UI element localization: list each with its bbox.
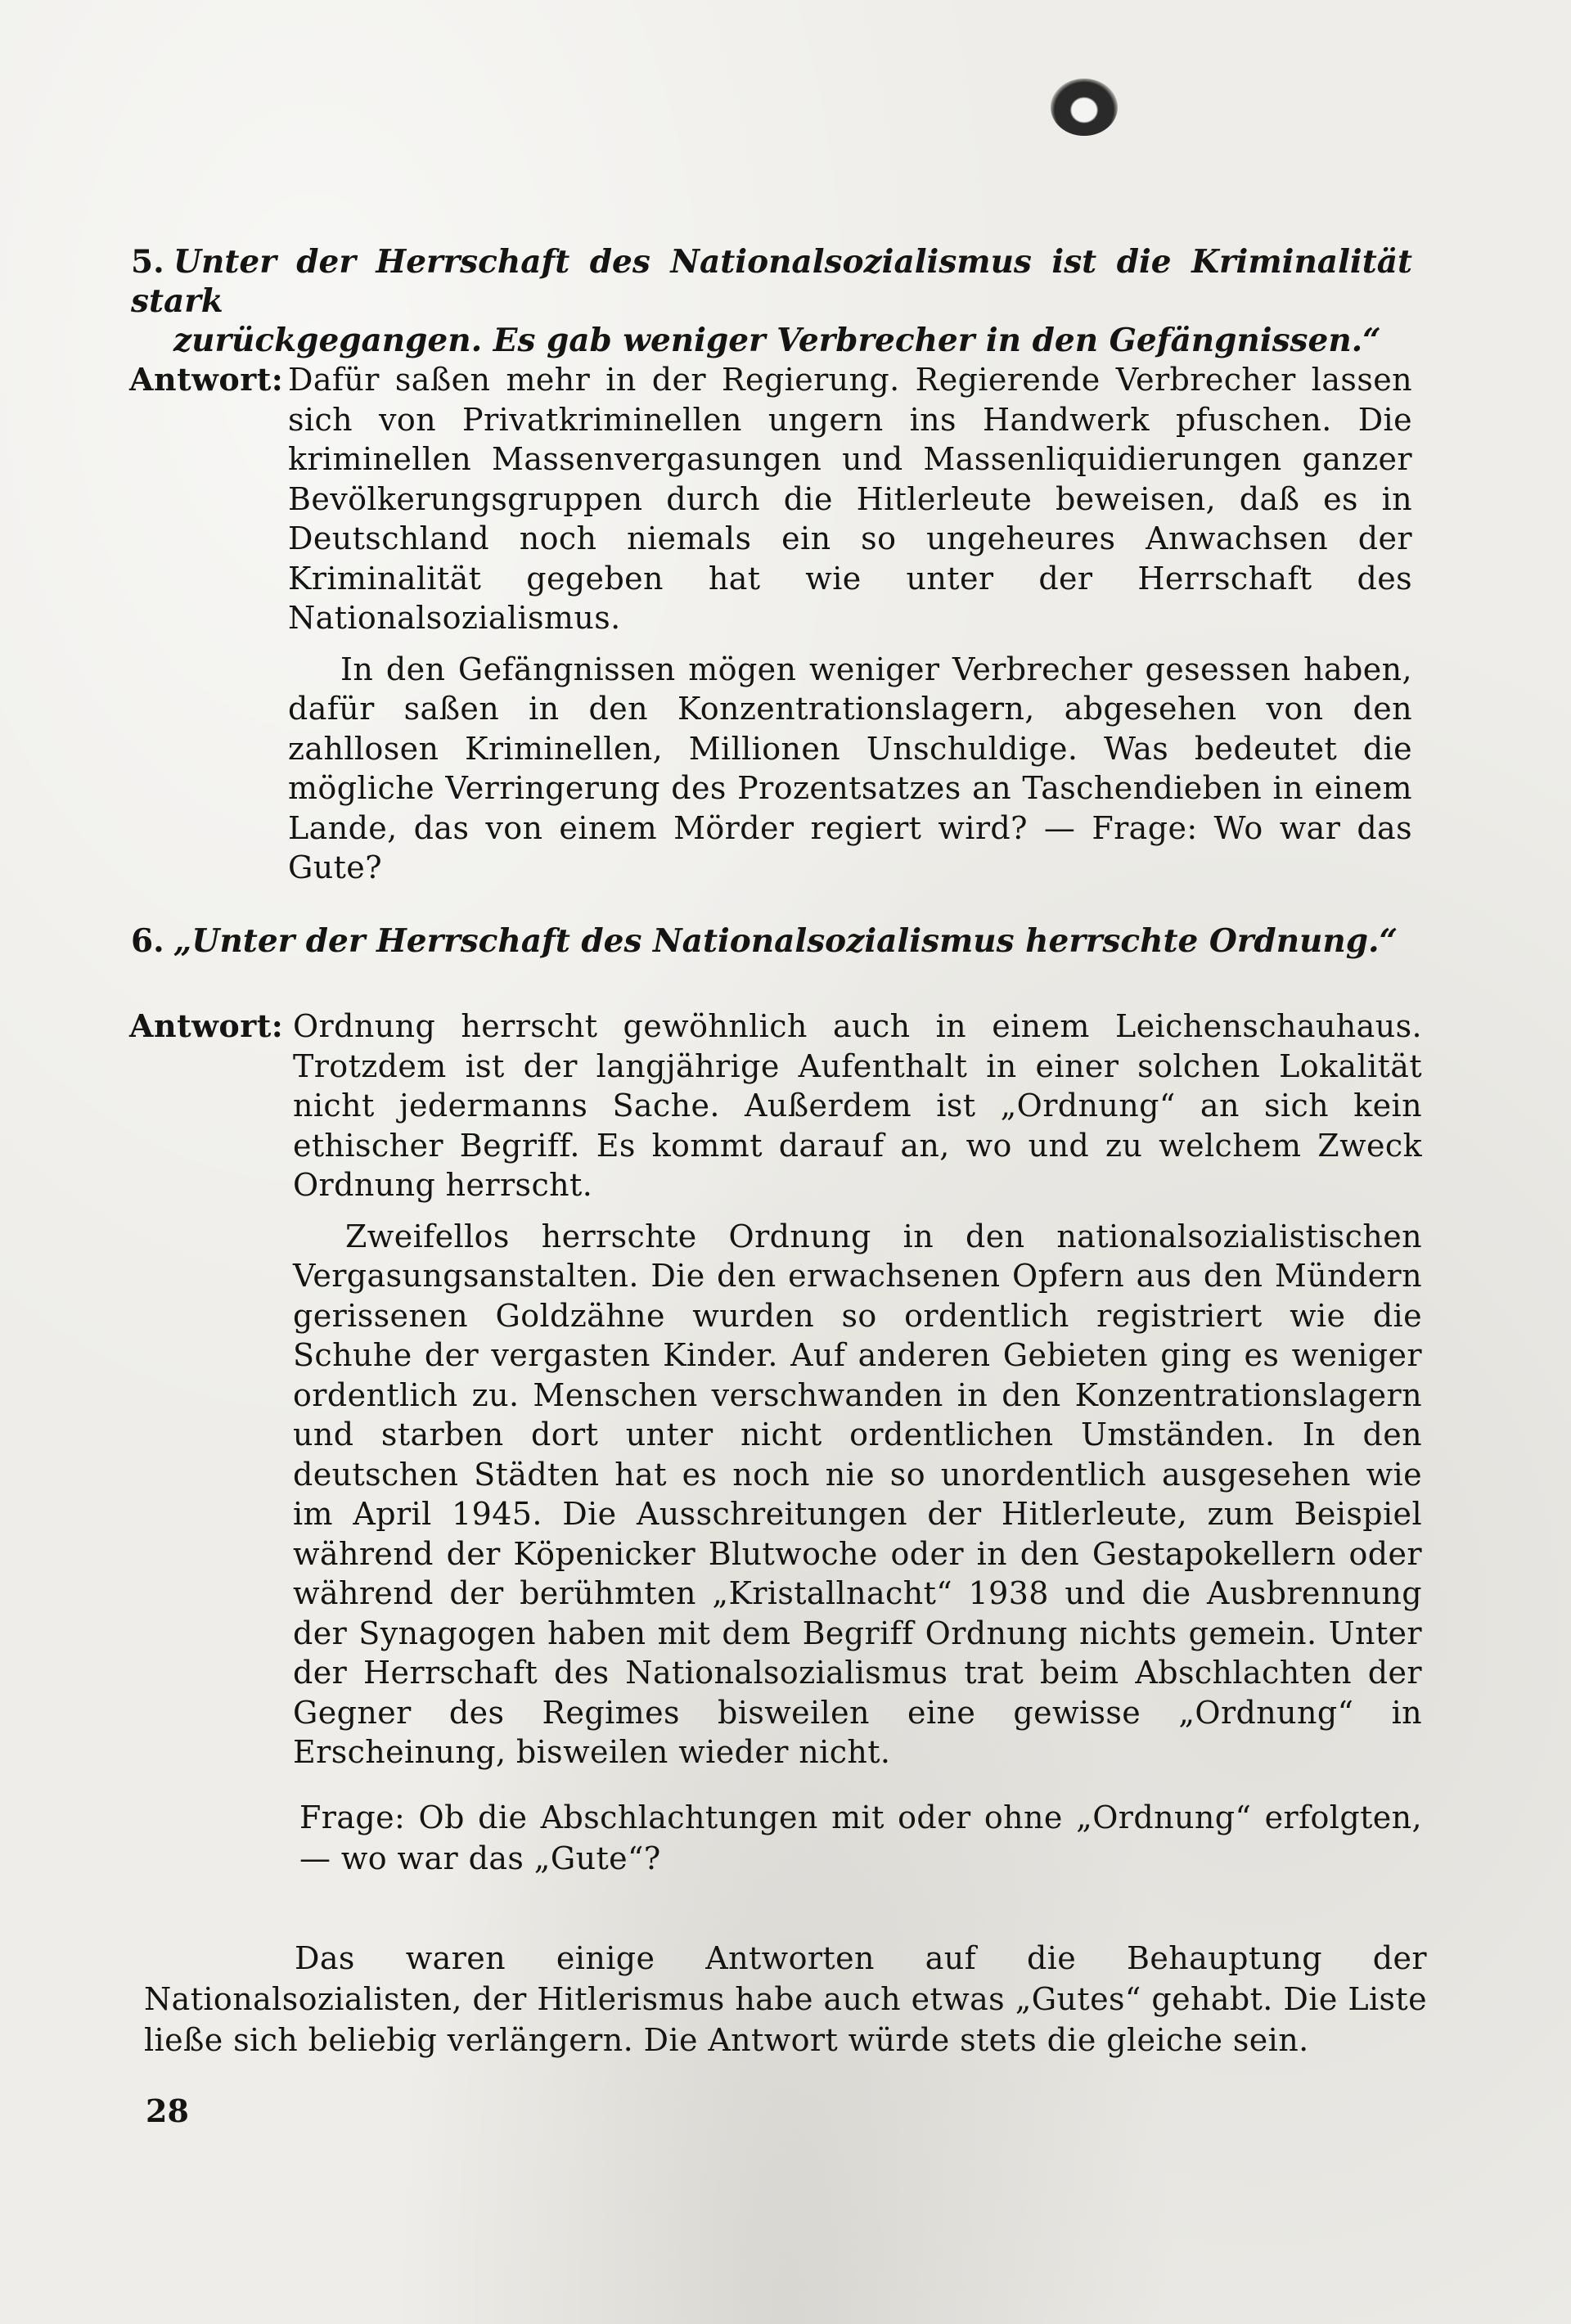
question-6-number: 6. bbox=[131, 922, 164, 960]
question-5 bbox=[131, 242, 1412, 360]
question-5-line2: zurückgegangen. Es gab weniger Verbrecher in den Gefängnissen.“ bbox=[173, 322, 1381, 359]
punch-hole bbox=[1051, 79, 1118, 136]
closing-paragraph: Das waren einige Antworten auf die Behauptung der Nationalsozialisten, der Hitlerismus habe auch etwas „Gutes“ gehabt. Die Liste ließe sich beliebig verlängern. Die Antwort würde stets die gleiche sein. bbox=[144, 1940, 1427, 2058]
question-6 bbox=[131, 921, 1412, 961]
question-5-line1: Unter der Herrschaft des Nationalsozialismus ist die Kriminalität stark bbox=[131, 243, 1412, 320]
answer-6 bbox=[293, 1007, 1422, 1772]
question-6-text: „Unter der Herrschaft des Nationalsozialismus herrschte Ordnung.“ bbox=[173, 922, 1398, 960]
page-number: 28 bbox=[146, 2092, 189, 2129]
question-5-number: 5. bbox=[131, 243, 164, 281]
answer-5 bbox=[288, 360, 1412, 888]
answer-6-frage: Frage: Ob die Abschlachtungen mit oder ohne „Ordnung“ erfolgten, — wo war das „Gute“? bbox=[299, 1799, 1422, 1876]
answer-5-paragraph-1: Dafür saßen mehr in der Regierung. Regierende Verbrecher lassen sich von Privatkriminellen ungern ins Handwerk pfuschen. Die kriminellen Massenvergasungen und Massenliquidierungen ganzer Bevölkerungsgruppen durch die Hitlerleute beweisen, daß es in Deutschland noch niemals ein so ungeheures Anwachsen der Kriminalität gegeben hat wie unter der Herrschaft des Nationalsozialismus. bbox=[288, 362, 1412, 636]
answer-6-paragraph-1: Ordnung herrscht gewöhnlich auch in einem Leichenschauhaus. Trotzdem ist der langjährige Aufenthalt in einer solchen Lokalität nicht jedermanns Sache. Außerdem ist „Ordnung“ an sich kein ethischer Begriff. Es kommt darauf an, wo und zu welchem Zweck Ordnung herrscht. bbox=[293, 1008, 1422, 1203]
answer-5-paragraph-2: In den Gefängnissen mögen weniger Verbrecher gesessen haben, dafür saßen in den Konzentrationslagern, abgesehen von den zahllosen Kriminellen, Millionen Unschuldige. Was bedeutet die mögliche Verringerung des Prozentsatzes an Taschendieben in einem Lande, das von einem Mörder regiert wird? — Frage: Wo war das Gute? bbox=[288, 651, 1412, 885]
answer-6-label: Antwort: bbox=[129, 1007, 284, 1044]
answer-5-label: Antwort: bbox=[129, 361, 284, 398]
answer-6-paragraph-2: Zweifellos herrschte Ordnung in den nationalsozialistischen Vergasungsanstalten. Die den erwachsenen Opfern aus den Mündern gerissenen Goldzähne wurden so ordentlich registriert wie die Schuhe der vergasten Kinder. Auf anderen Gebieten ging es weniger ordentlich zu. Menschen verschwanden in den Konzentrationslagern und starben dort unter nicht ordentlichen Umständen. In den deutschen Städten hat es noch nie so unordentlich ausgesehen wie im April 1945. Die Ausschreitungen der Hitlerleute, zum Beispiel während der Köpenicker Blutwoche oder in den Gestapokellern oder während der berühmten „Kristallnacht“ 1938 und die Ausbrennung der Synagogen haben mit dem Begriff Ordnung nichts gemein. Unter der Herrschaft des Nationalsozialismus trat beim Abschlachten der Gegner des Regimes bisweilen eine gewisse „Ordnung“ in Erscheinung, bisweilen wieder nicht. bbox=[293, 1218, 1422, 1770]
